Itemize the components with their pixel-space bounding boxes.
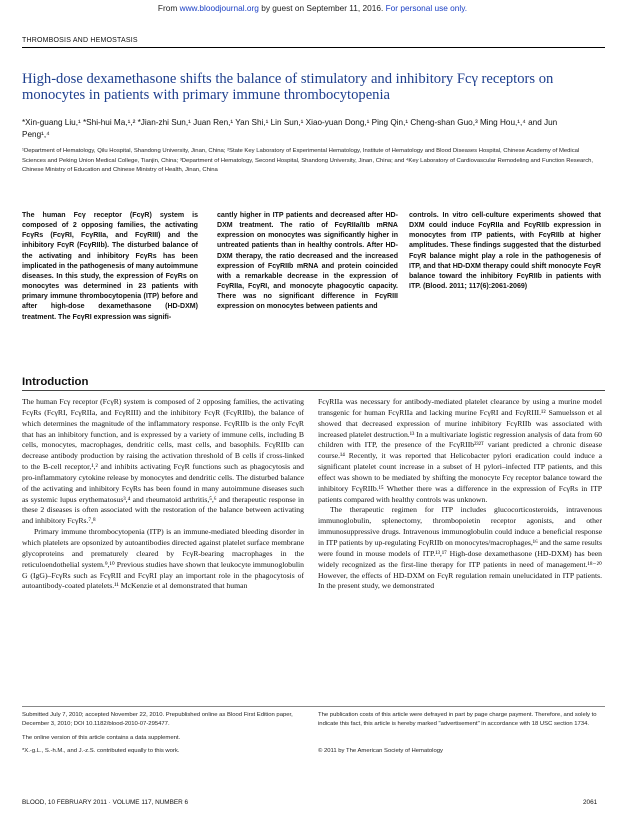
author-list: *Xin-guang Liu,¹ *Shi-hui Ma,¹,² *Jian-zhi Sun,¹ Juan Ren,¹ Yan Shi,¹ Lin Sun,¹ Xiao-yuan Dong,¹ Ping Qin,¹ Cheng-shan Guo,³ Ming Hou,¹,⁴ and Jun Peng¹,⁴	[22, 118, 558, 139]
banner-middle: by guest on September 11, 2016.	[258, 3, 386, 13]
abstract-column-2: cantly higher in ITP patients and decreased after HD-DXM treatment. The ratio of FcγRIIa/IIb mRNA expression on monocytes was significantly higher in untreated patients than in healthy controls. After HD-DXM therapy, the ratio decreased and the increased expression of FcγRIIb mRNA and protein coincided with a remarkable decrease in the expression of FcγRIIa, FcγRI, and monocyte phagocytic capacity. There was no significant difference in FcγRIII expression on monocytes between patients and	[217, 212, 398, 311]
footnote-equal-contribution: *X.-g.L., S.-h.M., and J.-z.S. contributed equally to this work.	[22, 748, 180, 754]
header-divider	[22, 47, 605, 48]
footnote-divider	[22, 706, 605, 707]
introduction-heading: Introduction	[22, 376, 89, 388]
footnote-copyright: © 2011 by The American Society of Hematology	[318, 748, 443, 754]
footnote-publication-costs: The publication costs of this article were defrayed in part by page charge payment. Therefore, and solely to indicate this fact, this article is hereby marked "advertisement" in accordance with 18 USC section 1734.	[318, 712, 597, 727]
footnote-data-supplement: The online version of this article contains a data supplement.	[22, 735, 181, 741]
body-paragraph: Primary immune thrombocytopenia (ITP) is an immune-mediated bleeding disorder in which platelets are opsonized by autoantibodies directed against platelet surface membrane glycoproteins and prematurely cleared by FcγR-bearing macrophages in the reticuloendothelial system.⁹,¹⁰ Previous studies have shown that leukocyte immunoglobulin G (IgG)–FcγRs such as FcγRII and FcγRI play an important role in the phagocytosis of autoantibody-coated platelets.¹¹ McKenzie et al demonstrated that human	[22, 527, 304, 591]
page-number: 2061	[583, 799, 598, 806]
section-label: THROMBOSIS AND HEMOSTASIS	[22, 37, 138, 44]
introduction-divider	[22, 390, 605, 391]
body-paragraph: The therapeutic regimen for ITP includes glucocorticosteroids, intravenous immunoglobulin, splenectomy, thrombopoietin receptor agonists, and other immunosuppressive drugs. Intravenous immunoglobulin could induce a beneficial response in ITP patients by up-regulating FcγRIIb on monocytes/macrophages,¹⁶ and the same results were found in mouse models of ITP.¹³,¹⁷ High-dose dexamethasone (HD-DXM) has been widely recognized as the first-line therapy for ITP patients in need of management.¹⁸⁻²⁰ However, the effects of HD-DXM on FcγR regulation remain unelucidated in ITP patients. In the present study, we demonstrated	[318, 505, 602, 591]
body-paragraph: The human Fcγ receptor (FcγR) system is composed of 2 opposing families, the activating FcγRs (FcγRI, FcγRIIa, and FcγRIII) and the inhibitory FcγR (FcγRIIb), the balance of which determines the magnitude of the inflammatory response. FcγRIIb is the only FcγR that has an inhibitory function, and is expressed by a variety of immune cells, including B cells, monocytes, macrophages, dendritic cells, mast cells, and basophils. FcγRIIb can decrease antibody production by raising the activation threshold of B cells if cross-linked to the B-cell receptor,¹,² and inhibits activating FcγR functions such as phagocytosis and pro-inflammatory cytokine release by monocytes and dendritic cells. The disturbed balance of the activating and inhibitory FcγRs has been found in many autoimmune diseases such as systemic lupus erythematosus³,⁴ and rheumatoid arthritis,⁵,⁶ and therapeutic response in these 2 diseases is often associated with the restoration of the balance between activating and inhibitory FcγRs.⁷,⁸	[22, 397, 304, 526]
journal-site-link[interactable]: www.bloodjournal.org	[179, 3, 259, 13]
footnote-submission-dates: Submitted July 7, 2010; accepted November 22, 2010. Prepublished online as Blood First Edition paper, December 3, 2010; DOI 10.1182/blood-2010-07-295477.	[22, 712, 293, 727]
journal-citation-footer: BLOOD, 10 FEBRUARY 2011 · VOLUME 117, NUMBER 6	[22, 799, 189, 806]
body-paragraph: FcγRIIa was necessary for antibody-mediated platelet clearance by using a murine model transgenic for human FcγRIIa and lacking murine FcγRI and FcγRIII.¹² Samuelsson et al showed that decreased expression of murine inhibitory FcγRIIb was associated with increased platelet destruction.¹³ In a multivariate logistic regression analysis of data from 60 children with ITP, the presence of the FcγRIIb²³²ᵀ variant predicted a chronic disease course.¹⁴ Recently, it was reported that Helicobacter pylori eradication could induce a significant platelet count increase in a subset of H pylori–infected ITP patients, and this effect was shown to be mediated by shifting the monocyte Fcγ receptor balance toward the inhibitory FcγRIIb.¹⁵ Whether there was a difference in the expression of FcγRs in ITP patients compared with healthy controls was unknown.	[318, 397, 602, 504]
body-column-right	[318, 397, 602, 592]
article-title: High-dose dexamethasone shifts the balance of stimulatory and inhibitory Fcγ receptors on monocytes in patients with primary immune thrombocytopenia	[22, 71, 554, 103]
body-column-left	[22, 397, 304, 592]
abstract-column-1: The human Fcγ receptor (FcγR) system is composed of 2 opposing families, the activating FcγRs (FcγRI, FcγRIIa, and FcγRIII) and the inhibitory FcγR (FcγRIIb). The disturbed balance of the activating and inhibitory FcγRs has been implicated in the pathogenesis of many autoimmune diseases. In this study, the expression of FcγRs on monocytes was determined in 23 patients with primary immune thrombocytopenia (ITP) before and after high-dose dexamethasone (HD-DXM) treatment. The FcγRI expression was signifi-	[22, 212, 198, 321]
download-banner	[0, 3, 625, 13]
personal-use-link[interactable]: For personal use only.	[385, 3, 468, 13]
abstract-column-3: controls. In vitro cell-culture experiments showed that DXM could induce FcγRIIa and FcγRIIb expression in monocytes from ITP patients, with FcγRIIb at higher amplitudes. These findings suggested that the disturbed FcγR balance might play a role in the pathogenesis of ITP, and that HD-DXM therapy could shift monocyte FcγR balance toward the inhibitory FcγRIIb in patients with ITP. (Blood. 2011; 117(6):2061-2069)	[409, 212, 601, 291]
banner-prefix: From	[157, 3, 180, 13]
affiliations: ¹Department of Hematology, Qilu Hospital, Shandong University, Jinan, China; ²State Key Laboratory of Experimental Hematology, Institute of Hematology and Blood Diseases Hospital, Chinese Academy of Medical Sciences and Peking Union Medical College, Tianjin, China; ³Department of Hematology, Second Hospital, Shandong University, Jinan, China; and ⁴Key Laboratory of Cardiovascular Remodeling and Function Research, Chinese Ministry of Education and Chinese Ministry of Health, Jinan, China	[22, 148, 594, 173]
